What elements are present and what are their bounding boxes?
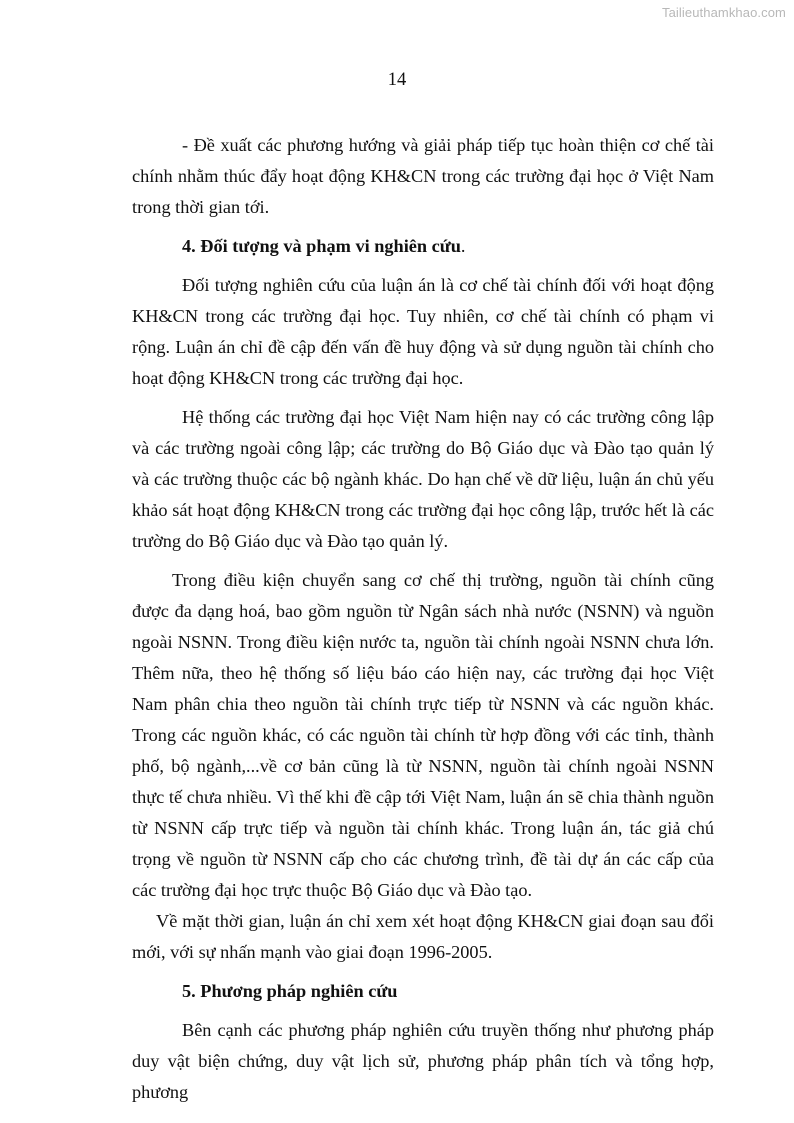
section-heading-4 (132, 231, 714, 262)
paragraph-time-scope: Về mặt thời gian, luận án chỉ xem xét hoạt động KH&CN giai đoạn sau đổi mới, với sự nhấn mạnh vào giai đoạn 1996-2005. (132, 911, 714, 962)
section-heading-5: 5. Phương pháp nghiên cứu (182, 981, 398, 1001)
paragraph-proposal: - Đề xuất các phương hướng và giải pháp tiếp tục hoàn thiện cơ chế tài chính nhằm thúc đẩy hoạt động KH&CN trong các trường đại học ở Việt Nam trong thời gian tới. (132, 135, 714, 217)
document-body (132, 130, 714, 1108)
paragraph-funding-sources: Trong điều kiện chuyển sang cơ chế thị trường, nguồn tài chính cũng được đa dạng hoá, bao gồm nguồn từ Ngân sách nhà nước (NSNN) và nguồn ngoài NSNN. Trong điều kiện nước ta, nguồn tài chính ngoài NSNN chưa lớn. Thêm nữa, theo hệ thống số liệu báo cáo hiện nay, các trường đại học Việt Nam phân chia theo nguồn tài chính trực tiếp từ NSNN và các nguồn khác. Trong các nguồn khác, có các nguồn tài chính từ hợp đồng với các tỉnh, thành phố, bộ ngành,...về cơ bản cũng là từ NSNN, nguồn tài chính ngoài NSNN thực tế chưa nhiều. Vì thế khi đề cập tới Việt Nam, luận án sẽ chia thành nguồn từ NSNN cấp trực tiếp và nguồn tài chính khác. Trong luận án, tác giả chú trọng về nguồn từ NSNN cấp cho các chương trình, đề tài dự án các cấp của các trường đại học trực thuộc Bộ Giáo dục và Đào tạo. (132, 570, 714, 900)
paragraph-methods: Bên cạnh các phương pháp nghiên cứu truyền thống như phương pháp duy vật biện chứng, duy vật lịch sử, phương pháp phân tích và tổng hợp, phương (132, 1020, 714, 1102)
section-heading-4-text: 4. Đối tượng và phạm vi nghiên cứu (182, 236, 461, 256)
page-number: 14 (387, 70, 407, 90)
section-heading-4-suffix: . (460, 236, 466, 256)
paragraph-research-object: Đối tượng nghiên cứu của luận án là cơ chế tài chính đối với hoạt động KH&CN trong các trường đại học. Tuy nhiên, cơ chế tài chính có phạm vi rộng. Luận án chỉ đề cập đến vấn đề huy động và sử dụng nguồn tài chính cho hoạt động KH&CN trong các trường đại học. (132, 275, 714, 388)
watermark: Tailieuthamkhao.com (661, 5, 786, 20)
paragraph-university-system: Hệ thống các trường đại học Việt Nam hiện nay có các trường công lập và các trường ngoài công lập; các trường do Bộ Giáo dục và Đào tạo quản lý và các trường thuộc các bộ ngành khác. Do hạn chế về dữ liệu, luận án chủ yếu khảo sát hoạt động KH&CN trong các trường đại học công lập, trước hết là các trường do Bộ Giáo dục và Đào tạo quản lý. (132, 407, 714, 551)
